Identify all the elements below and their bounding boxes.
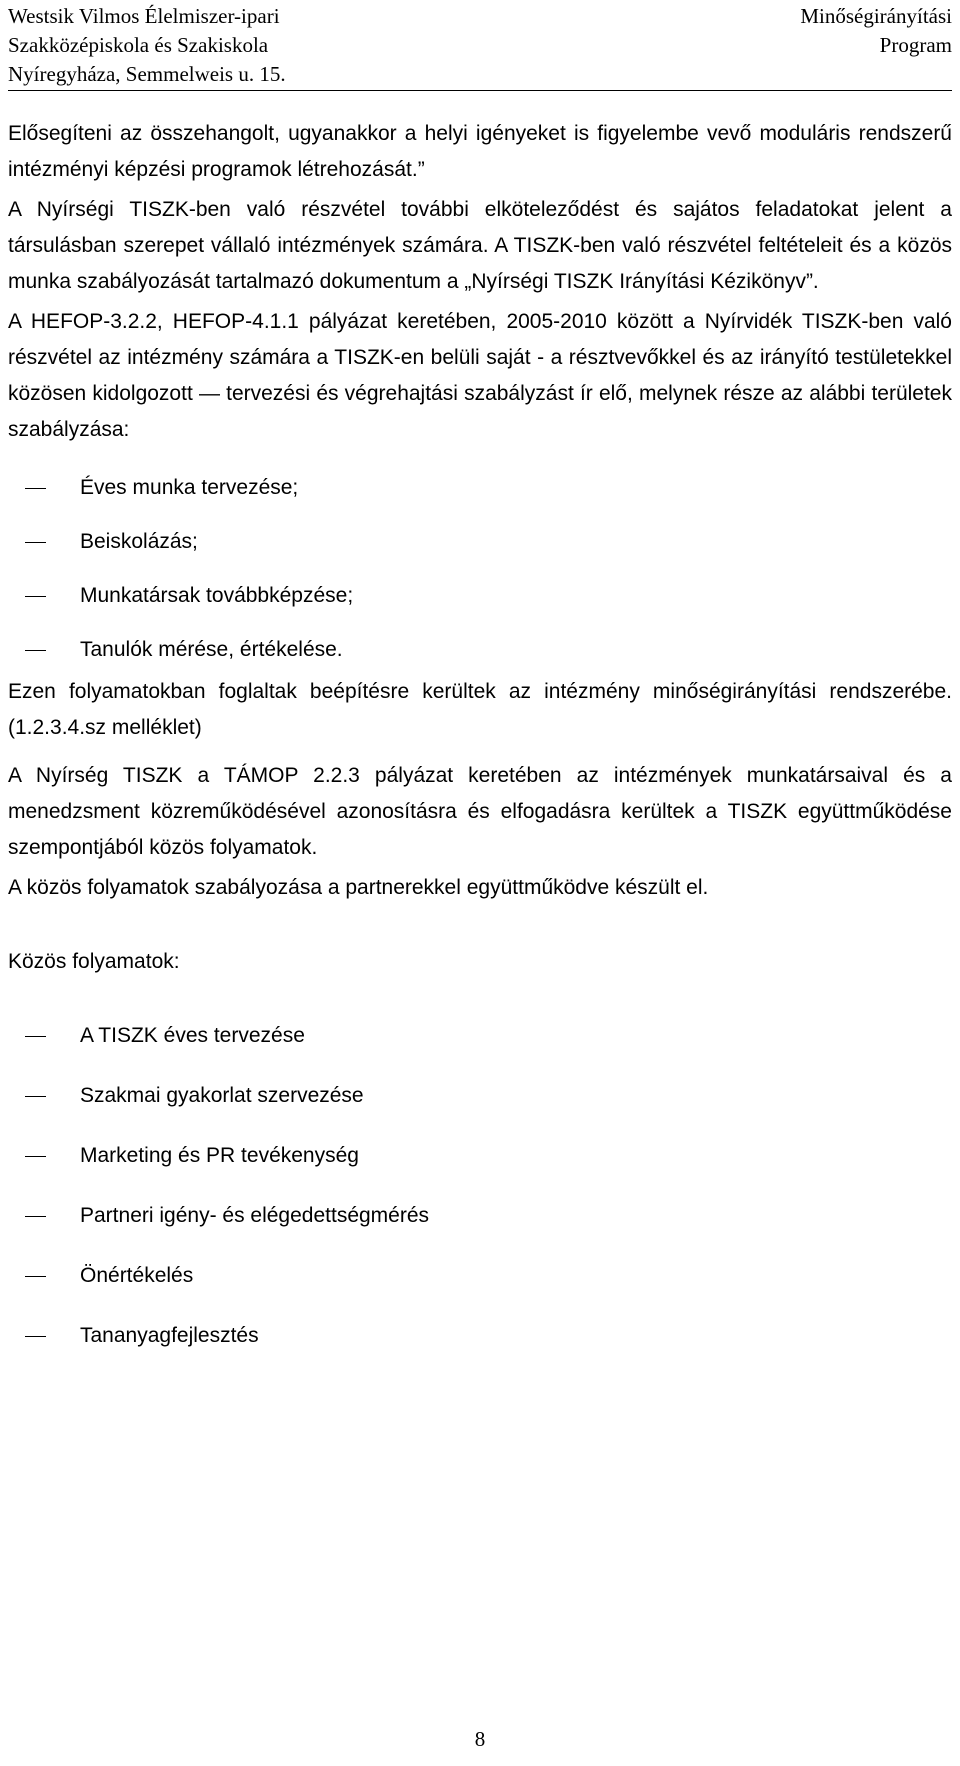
common-processes-list <box>8 1018 952 1354</box>
header-right-line-1: Minőségirányítási <box>800 4 952 28</box>
list-item: Tananyagfejlesztés <box>8 1318 952 1354</box>
list-item: Marketing és PR tevékenység <box>8 1138 952 1174</box>
document-title-block <box>800 2 952 60</box>
list-item: A TISZK éves tervezése <box>8 1018 952 1054</box>
paragraph: A HEFOP-3.2.2, HEFOP-4.1.1 pályázat keretében, 2005-2010 között a Nyírvidék TISZK-ben való részvétel az intézmény számára a TISZK-en belüli saját - a résztvevőkkel és az irányító testületekkel közösen kidolgozott — tervezési és végrehajtási szabályzást ír elő, melynek része az alábbi területek szabályzása: <box>8 310 952 441</box>
list-item: Partneri igény- és elégedettségmérés <box>8 1198 952 1234</box>
list-item: Önértékelés <box>8 1258 952 1294</box>
paragraph: A Nyírségi TISZK-ben való részvétel további elköteleződést és sajátos feladatokat jelent a társulásban szerepet vállaló intézmények számára. A TISZK-ben való részvétel feltételeit és a közös munka szabályozását tartalmazó dokumentum a „Nyírségi TISZK Irányítási Kézikönyv”. <box>8 198 952 293</box>
page-number: 8 <box>474 1727 486 1751</box>
header-left-line-2: Szakközépiskola és Szakiskola <box>8 33 269 57</box>
regulated-areas-list <box>8 470 952 668</box>
list-item: Éves munka tervezése; <box>8 470 952 506</box>
page-header <box>8 2 952 91</box>
list-item: Tanulók mérése, értékelése. <box>8 632 952 668</box>
section-label: Közös folyamatok: <box>8 950 180 973</box>
school-name-block <box>8 2 286 89</box>
document-body <box>8 116 952 1378</box>
list-item: Munkatársak továbbképzése; <box>8 578 952 614</box>
paragraph: Elősegíteni az összehangolt, ugyanakkor a helyi igényeket is figyelembe vevő moduláris rendszerű intézményi képzési programok létrehozását.” <box>8 122 952 181</box>
header-right-line-2: Program <box>879 33 952 57</box>
paragraph: A közös folyamatok szabályozása a partnerekkel együttműködve készült el. <box>8 876 709 899</box>
header-left-line-1: Westsik Vilmos Élelmiszer-ipari <box>8 4 280 28</box>
header-left-line-3: Nyíregyháza, Semmelweis u. 15. <box>8 62 286 86</box>
list-item: Beiskolázás; <box>8 524 952 560</box>
paragraph: Ezen folyamatokban foglaltak beépítésre kerültek az intézmény minőségirányítási rendszerébe. (1.2.3.4.sz melléklet) <box>8 680 952 739</box>
paragraph: A Nyírség TISZK a TÁMOP 2.2.3 pályázat keretében az intézmények munkatársaival és a menedzsment közreműködésével azonosításra és elfogadásra kerültek a TISZK együttműködése szempontjából közös folyamatok. <box>8 764 952 859</box>
list-item: Szakmai gyakorlat szervezése <box>8 1078 952 1114</box>
